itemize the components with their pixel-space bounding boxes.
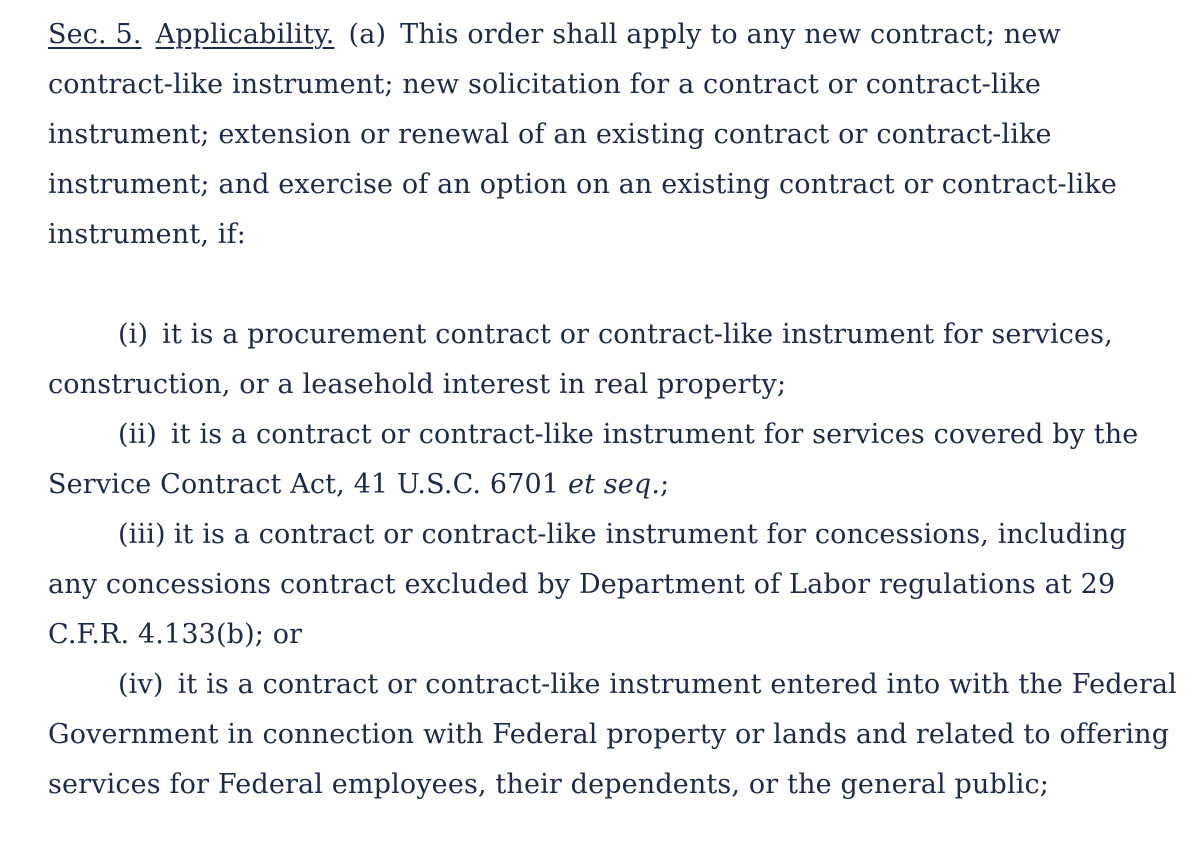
section-5-paragraph [48, 10, 1178, 260]
item-text: it is a contract or contract-like instrument for services covered by the Service Contract Act, 41 U.S.C. 6701 [48, 419, 1139, 500]
section-intro-text: This order shall apply to any new contract; new contract-like instrument; new solicitation for a contract or contract-like instrument; extension or renewal of an existing contract or contract-like instrument; and exercise of an option on an existing contract or contract-like instrument, if: [48, 19, 1117, 250]
item-citation-italic: et seq. [567, 469, 661, 500]
paragraph-gap [48, 260, 1178, 310]
list-item-i [48, 310, 1178, 410]
list-item-iv [48, 660, 1178, 810]
item-marker: (iii) [118, 519, 166, 550]
item-marker: (i) [118, 319, 149, 350]
item-text: it is a contract or contract-like instrument entered into with the Federal Government in connection with Federal property or lands and related to offering services for Federal employees, their dependents, or the general public; [48, 669, 1177, 800]
item-text: it is a contract or contract-like instrument for concessions, including any concessions contract excluded by Department of Labor regulations at 29 C.F.R. 4.133(b); or [48, 519, 1127, 650]
document-body [48, 10, 1178, 810]
item-tail: ; [660, 469, 670, 500]
list-item-iii [48, 510, 1178, 660]
item-text: it is a procurement contract or contract-like instrument for services, construction, or a leasehold interest in real property; [48, 319, 1113, 400]
list-item-ii [48, 410, 1178, 510]
section-heading: Applicability. [155, 19, 335, 50]
section-label: Sec. 5. [48, 19, 142, 50]
item-marker: (iv) [118, 669, 164, 700]
item-marker: (ii) [118, 419, 157, 450]
subsection-marker: (a) [348, 19, 387, 50]
